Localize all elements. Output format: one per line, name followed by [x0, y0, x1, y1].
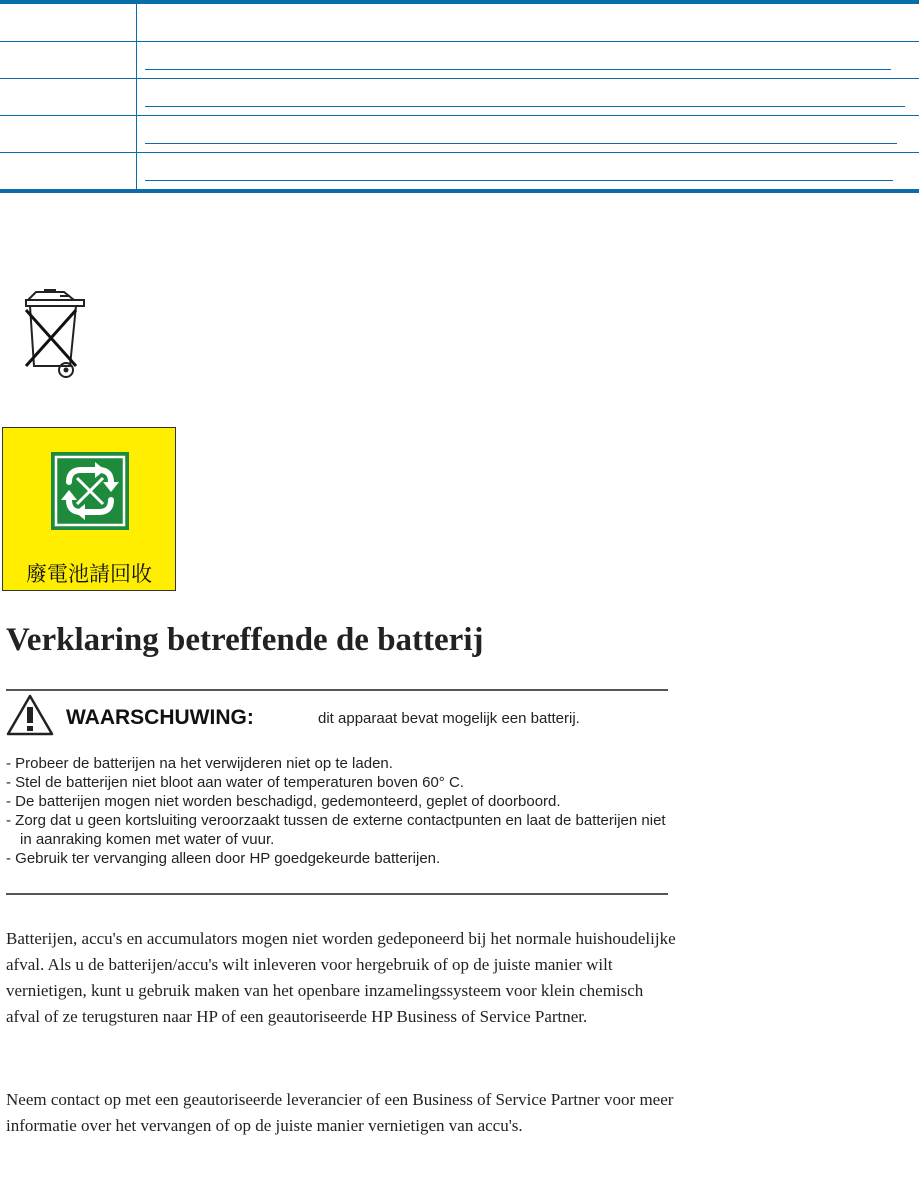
warning-triangle-icon — [6, 694, 54, 736]
table-underline — [145, 106, 905, 107]
table-row — [0, 78, 919, 115]
table-label-cell — [0, 153, 137, 189]
list-item: - De batterijen mogen niet worden beschadigd, gedemonteerd, geplet of doorboord. — [6, 792, 666, 811]
table-value-cell — [137, 79, 919, 115]
table-value-cell — [137, 116, 919, 152]
recycle-label: 廢電池請回收 — [26, 562, 152, 586]
list-item: - Gebruik ter vervanging alleen door HP goedgekeurde batterijen. — [6, 849, 666, 868]
table-value-cell — [137, 42, 919, 78]
table-value-cell — [137, 4, 919, 41]
crossed-out-bin-icon — [22, 286, 86, 382]
list-item: - Stel de batterijen niet bloot aan water of temperaturen boven 60° C. — [6, 773, 666, 792]
table-row — [0, 41, 919, 78]
table-row — [0, 4, 919, 41]
table-underline — [145, 143, 897, 144]
disposal-paragraph: Batterijen, accu's en accumulators mogen niet worden gedeponeerd bij het normale huishoudelijke afval. Als u de batterijen/accu's wilt inleveren voor hergebruik of op de juiste manier wilt vernietigen, kunt u gebruik maken van het openbare inzamelingssysteem voor klein chemisch afval of ze terugsturen naar HP of een geautoriseerde HP Business of Service Partner. — [6, 929, 676, 1026]
table-underline — [145, 69, 891, 70]
recycle-icon — [51, 452, 129, 530]
table-underline — [145, 180, 893, 181]
list-item: - Probeer de batterijen na het verwijderen niet op te laden. — [6, 754, 666, 773]
table-row — [0, 115, 919, 152]
table-row — [0, 152, 919, 189]
divider — [6, 689, 668, 691]
page-title: Verklaring betreffende de batterij — [6, 622, 484, 658]
table-label-cell — [0, 42, 137, 78]
divider — [6, 893, 668, 895]
table-label-cell — [0, 79, 137, 115]
warning-list — [6, 754, 666, 868]
warning-text: dit apparaat bevat mogelijk een batterij. — [318, 710, 580, 727]
warning-header — [6, 694, 668, 740]
table-label-cell — [0, 4, 137, 41]
info-table — [0, 0, 919, 193]
contact-paragraph: Neem contact op met een geautoriseerde leverancier of een Business of Service Partner voor meer informatie over het vervangen of op de juiste manier vernietigen van accu's. — [6, 1090, 674, 1135]
table-label-cell — [0, 116, 137, 152]
table-value-cell — [137, 153, 919, 189]
list-item: - Zorg dat u geen kortsluiting veroorzaakt tussen de externe contactpunten en laat de batterijen niet in aanraking komen met water of vuur. — [6, 811, 666, 849]
battery-recycle-mark — [2, 427, 176, 591]
warning-title: WAARSCHUWING: — [66, 706, 254, 729]
